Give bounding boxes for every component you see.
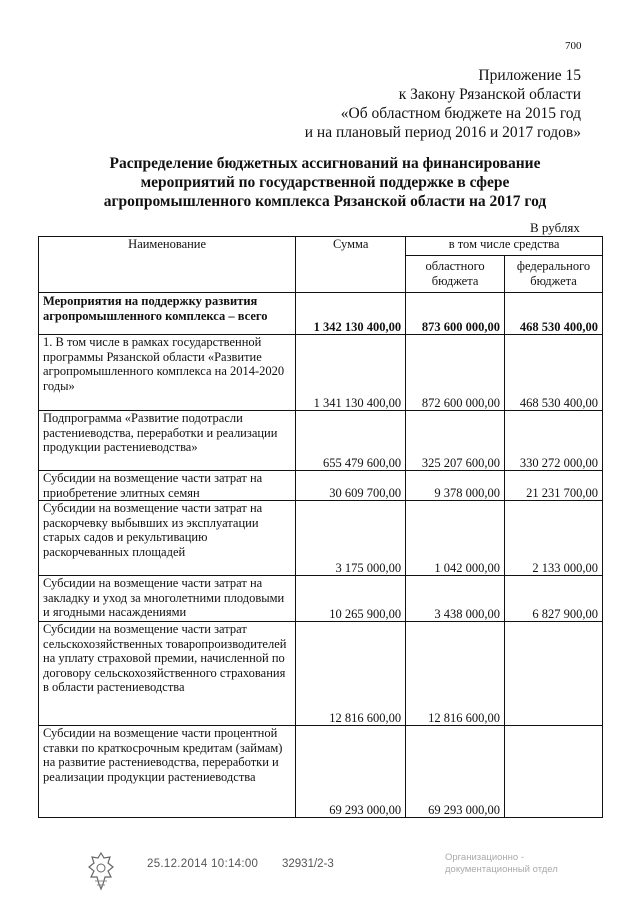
row-name: Субсидии на возмещение части процентной ставки по краткосрочным кредитам (займам) на развитие растениеводства, переработки и реализации продукции растениеводства	[39, 726, 296, 818]
row-sum: 1 341 130 400,00	[296, 335, 406, 411]
table-row	[39, 293, 603, 335]
table-row	[39, 622, 603, 726]
row-sum: 655 479 600,00	[296, 411, 406, 471]
row-name: Подпрограмма «Развитие подотрасли растениеводства, переработки и реализации продукции растениеводства»	[39, 411, 296, 471]
annex-line: к Закону Рязанской области	[398, 86, 581, 103]
row-federal: 6 827 900,00	[505, 576, 603, 622]
row-regional: 9 378 000,00	[406, 471, 505, 501]
row-regional: 69 293 000,00	[406, 726, 505, 818]
table-row	[39, 411, 603, 471]
row-regional: 873 600 000,00	[406, 293, 505, 335]
row-sum: 3 175 000,00	[296, 501, 406, 576]
header-name: Наименование	[39, 237, 296, 293]
row-regional: 1 042 000,00	[406, 501, 505, 576]
header-regional: областного бюджета	[406, 256, 505, 293]
header-sum: Сумма	[296, 237, 406, 293]
title-line: Распределение бюджетных ассигнований на финансирование	[109, 155, 541, 172]
title-line: агропромышленного комплекса Рязанской области на 2017 год	[103, 193, 547, 210]
row-name: Субсидии на возмещение части затрат на закладку и уход за многолетними плодовыми и ягодными насаждениями	[39, 576, 296, 622]
table-row	[39, 576, 603, 622]
row-federal	[505, 726, 603, 818]
row-sum: 69 293 000,00	[296, 726, 406, 818]
annex-line: «Об областном бюджете на 2015 год	[340, 105, 581, 122]
footer-org-stamp	[445, 852, 558, 876]
row-federal	[505, 622, 603, 726]
row-name: 1. В том числе в рамках государственной программы Рязанской области «Развитие агропромышленного комплекса на 2014-2020 годы»	[39, 335, 296, 411]
row-federal: 21 231 700,00	[505, 471, 603, 501]
annex-line: и на плановый период 2016 и 2017 годов»	[304, 124, 581, 141]
table-row	[39, 501, 603, 576]
footer-org-line: документационный отдел	[445, 864, 558, 875]
row-federal: 2 133 000,00	[505, 501, 603, 576]
row-regional: 3 438 000,00	[406, 576, 505, 622]
row-sum: 10 265 900,00	[296, 576, 406, 622]
header-federal: федерального бюджета	[505, 256, 603, 293]
annex-header	[251, 66, 581, 142]
row-federal: 468 530 400,00	[505, 335, 603, 411]
row-regional: 325 207 600,00	[406, 411, 505, 471]
row-regional: 872 600 000,00	[406, 335, 505, 411]
row-federal: 468 530 400,00	[505, 293, 603, 335]
units-label: В рублях	[530, 220, 580, 235]
row-sum: 30 609 700,00	[296, 471, 406, 501]
document-title	[90, 154, 560, 211]
footer-datetime: 25.12.2014 10:14:00	[147, 858, 259, 870]
row-regional: 12 816 600,00	[406, 622, 505, 726]
header-including: в том числе средства	[406, 237, 603, 256]
annex-line: Приложение 15	[478, 67, 581, 84]
footer-code: 32931/2-3	[282, 858, 334, 870]
row-name: Субсидии на возмещение части затрат на раскорчевку выбывших из эксплуатации старых садов и рекультивацию раскорчеванных площадей	[39, 501, 296, 576]
table-row	[39, 471, 603, 501]
table-row	[39, 335, 603, 411]
row-name: Субсидии на возмещение части затрат на приобретение элитных семян	[39, 471, 296, 501]
table-row	[39, 726, 603, 818]
row-sum: 12 816 600,00	[296, 622, 406, 726]
row-name: Мероприятия на поддержку развития агропромышленного комплекса – всего	[39, 293, 296, 335]
title-line: мероприятий по государственной поддержке в сфере	[140, 174, 510, 191]
footer-org-line: Организационно -	[445, 852, 525, 863]
page-number: 700	[565, 40, 582, 52]
row-name: Субсидии на возмещение части затрат сельскохозяйственных товаропроизводителей на уплату страховой премии, начисленной по договору сельскохозяйственного страхования в области растениеводства	[39, 622, 296, 726]
row-sum: 1 342 130 400,00	[296, 293, 406, 335]
budget-table	[38, 236, 603, 818]
row-federal: 330 272 000,00	[505, 411, 603, 471]
coat-of-arms-icon	[84, 851, 118, 891]
